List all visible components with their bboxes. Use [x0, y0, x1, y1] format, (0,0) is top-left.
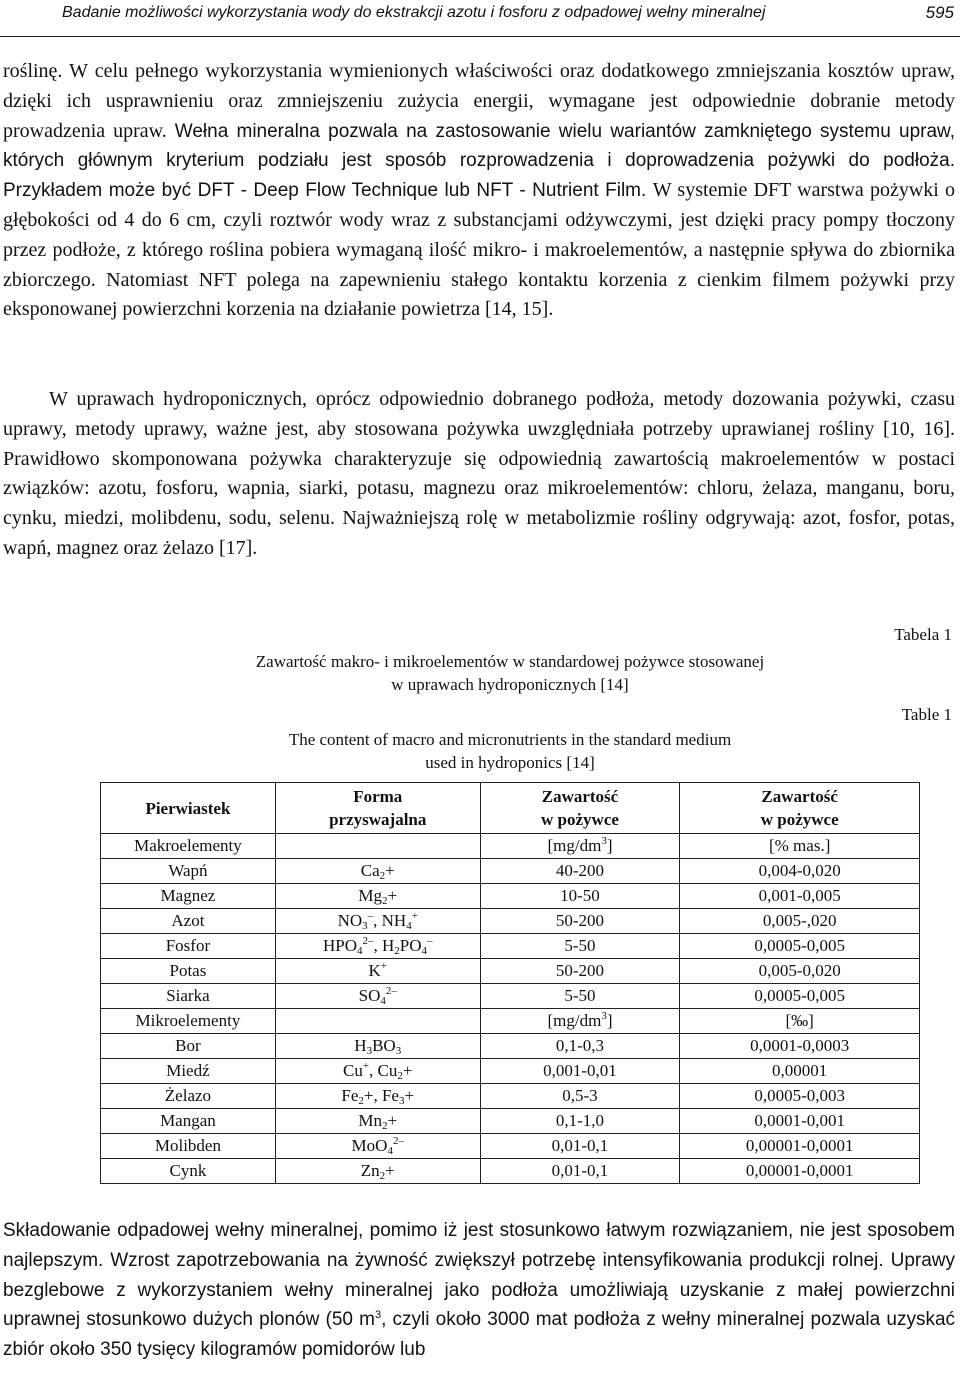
cell-content-mg: $[mg/dm^3]$: [480, 1009, 680, 1034]
cell-form: $Mg_2+$: [275, 884, 480, 909]
paragraph-nutrient-composition: [3, 385, 955, 564]
cell-content-percent: [% mas.]: [680, 834, 920, 859]
table-caption-pl-line1: Zawartość makro- i mikroelementów w standardowej pożywce stosowanej: [255, 652, 765, 671]
cell-content-percent: 0,0005-0,003: [680, 1084, 920, 1109]
cell-element: Siarka: [101, 984, 276, 1009]
cell-element: Cynk: [101, 1159, 276, 1184]
page-number: 595: [925, 3, 954, 22]
cell-form: [275, 1009, 480, 1034]
cell-content-mg: 0,01-0,1: [480, 1159, 680, 1184]
header-content-mg-line1: Zawartość: [541, 787, 619, 806]
table-row: [101, 1109, 920, 1134]
table-header-row: [101, 783, 920, 834]
table-row: [101, 1034, 920, 1059]
paragraph1-segment: Wełna mineralna pozwala na zastosowanie wielu wariantów zamkniętego systemu upraw, których głównym kryterium podziału jest sposób rozprowadzenia i doprowadzenia pożywki do podłoża. Przykładem może być DFT - Deep Flow Technique lub NFT - Nutrient Film.: [3, 120, 955, 202]
cell-content-percent: 0,00001: [680, 1059, 920, 1084]
cell-content-percent: 0,0005-0,005: [680, 984, 920, 1009]
table-row: [101, 1084, 920, 1109]
cell-content-percent: 0,004-0,020: [680, 859, 920, 884]
table-caption-en-line1: The content of macro and micronutrients in the standard medium: [288, 730, 732, 749]
table-row: [101, 1009, 920, 1034]
header-element: Pierwiastek: [101, 783, 276, 834]
cell-content-percent: 0,0001-0,0003: [680, 1034, 920, 1059]
table-caption-pl-line2: w uprawach hydroponicznych [14]: [391, 675, 629, 694]
table-row: [101, 959, 920, 984]
cell-form: [275, 834, 480, 859]
cell-form: $SO_4^{2-}$: [275, 984, 480, 1009]
cell-content-percent: 0,001-0,005: [680, 884, 920, 909]
cell-element: Molibden: [101, 1134, 276, 1159]
table-caption-pl: [100, 650, 920, 696]
header-content-percent-line1: Zawartość: [761, 787, 838, 806]
cell-content-mg: 0,01-0,1: [480, 1134, 680, 1159]
cell-form: $H_3BO_3$: [275, 1034, 480, 1059]
paragraph1-segment: W systemie DFT warstwa pożywki o głębokości od 4 do 6 cm, czyli roztwór wody wraz z substancjami odżywczymi, jest dzięki pracy pompy tłoczony przez podłoże, z którego roślina pobiera wymaganą ilość mikro- i makroelementów, a następnie spływa do zbiornika zbiorczego. Natomiast NFT polega na zapewnieniu stałego kontaktu korzenia z cienkim filmem pożywki przy eksponowanej powierzchni korzenia na działanie powietrza [14, 15].: [3, 179, 955, 321]
paragraph3-segment: Składowanie odpadowej wełny mineralnej, pomimo iż jest stosunkowo łatwym rozwiązaniem, nie jest sposobem najlepszym. Wzrost zapotrzebowania na żywność zwiększył potrzebę intensyfikowania produkcji rolnej. Uprawy bezglebowe z wykorzystaniem wełny mineralnej jako podłoża umożliwiają uzyskanie z małej powierzchni uprawnej stosunkowo dużych plonów (50 $m^3$, czyli około 3000 mat podłoża z wełny mineralnej pozwala uzyskać zbiór około 350 tysięcy kilogramów pomidorów lub: [3, 1220, 956, 1361]
header-form-line2: przyswajalna: [329, 810, 427, 829]
cell-form: MoO$_4^{2-}$: [275, 1134, 480, 1159]
cell-content-percent: [‰]: [680, 1009, 920, 1034]
cell-form: $NO_3^-$, $NH_4^+$: [275, 909, 480, 934]
cell-element: Mikroelementy: [101, 1009, 276, 1034]
cell-form: Cu+, $Cu_2+$: [275, 1059, 480, 1084]
table-row: [101, 834, 920, 859]
cell-element: Fosfor: [101, 934, 276, 959]
cell-content-mg: 0,1-0,3: [480, 1034, 680, 1059]
table-row: [101, 1159, 920, 1184]
cell-content-mg: 50-200: [480, 959, 680, 984]
table-caption-en-line2: used in hydroponics [14]: [425, 753, 595, 772]
table-row: [101, 1134, 920, 1159]
table-row: [101, 1059, 920, 1084]
paragraph1-segment: roślinę. W celu pełnego wykorzystania wymienionych właściwości oraz dodatkowego zmniejszania kosztów upraw, dzięki ich usprawnieniu oraz zmniejszeniu zużycia energii, wymagane jest odpowiednie dobranie metody prowadzenia upraw.: [3, 60, 955, 142]
header-content-mg-line2: w pożywce: [541, 810, 619, 829]
header-form-line1: Forma: [353, 787, 403, 806]
cell-content-percent: 0,005-,020: [680, 909, 920, 934]
cell-form: $Mn_2+$: [275, 1109, 480, 1134]
cell-form: $Fe_2+$, $Fe_3+$: [275, 1084, 480, 1109]
header-content-mg: [480, 783, 680, 834]
running-header: [0, 0, 960, 37]
cell-content-mg: 0,1-1,0: [480, 1109, 680, 1134]
cell-content-mg: 40-200: [480, 859, 680, 884]
running-title: Badanie możliwości wykorzystania wody do ekstrakcji azotu i fosforu z odpadowej wełny mineralnej: [62, 4, 766, 21]
cell-content-mg: 0,5-3: [480, 1084, 680, 1109]
cell-content-mg: 50-200: [480, 909, 680, 934]
table-row: [101, 884, 920, 909]
paragraph-waste-storage: [3, 1216, 955, 1365]
header-content-percent: [680, 783, 920, 834]
cell-content-mg: 5-50: [480, 984, 680, 1009]
table-row: [101, 934, 920, 959]
cell-form: $Ca_2+$: [275, 859, 480, 884]
table-label-en: Table 1: [901, 705, 952, 724]
cell-content-mg: 0,001-0,01: [480, 1059, 680, 1084]
table-row: [101, 984, 920, 1009]
cell-element: Żelazo: [101, 1084, 276, 1109]
cell-content-mg: 5-50: [480, 934, 680, 959]
cell-content-percent: 0,00001-0,0001: [680, 1134, 920, 1159]
cell-content-percent: 0,0001-0,001: [680, 1109, 920, 1134]
table-label-pl: Tabela 1: [894, 625, 952, 644]
cell-element: Magnez: [101, 884, 276, 909]
paragraph2-segment: W uprawach hydroponicznych, oprócz odpowiednio dobranego podłoża, metody dozowania pożywki, czasu uprawy, metody uprawy, ważne jest, aby stosowana pożywka uwzględniała potrzeby uprawianej rośliny [10, 16]. Prawidłowo skomponowana pożywka charakteryzuje się odpowiednią zawartością makroelementów w postaci związków: azotu, fosforu, wapnia, siarki, potasu, magnezu oraz mikroelementów: chloru, żelaza, manganu, boru, cynku, miedzi, molibdenu, sodu, selenu. Najważniejszą rolę w metabolizmie rośliny odgrywają: azot, fosfor, potas, wapń, magnez oraz żelazo [17].: [3, 388, 955, 559]
cell-element: Makroelementy: [101, 834, 276, 859]
cell-element: Azot: [101, 909, 276, 934]
cell-content-mg: $[mg/dm^3]$: [480, 834, 680, 859]
table-row: [101, 859, 920, 884]
cell-element: Bor: [101, 1034, 276, 1059]
cell-form: $HPO_4^{2-}$, $H_2PO_4^-$: [275, 934, 480, 959]
cell-form: K+: [275, 959, 480, 984]
table-row: [101, 909, 920, 934]
cell-content-mg: 10-50: [480, 884, 680, 909]
cell-content-percent: 0,0005-0,005: [680, 934, 920, 959]
cell-element: Miedź: [101, 1059, 276, 1084]
cell-content-percent: 0,005-0,020: [680, 959, 920, 984]
header-content-percent-line2: w pożywce: [760, 810, 839, 829]
cell-element: Potas: [101, 959, 276, 984]
cell-element: Wapń: [101, 859, 276, 884]
table-caption-en: [100, 728, 920, 774]
header-form: [275, 783, 480, 834]
cell-content-percent: 0,00001-0,0001: [680, 1159, 920, 1184]
cell-element: Mangan: [101, 1109, 276, 1134]
cell-form: $Zn_2+$: [275, 1159, 480, 1184]
nutrient-table: [100, 782, 920, 1184]
paragraph-hydroponic-systems: [3, 57, 955, 325]
